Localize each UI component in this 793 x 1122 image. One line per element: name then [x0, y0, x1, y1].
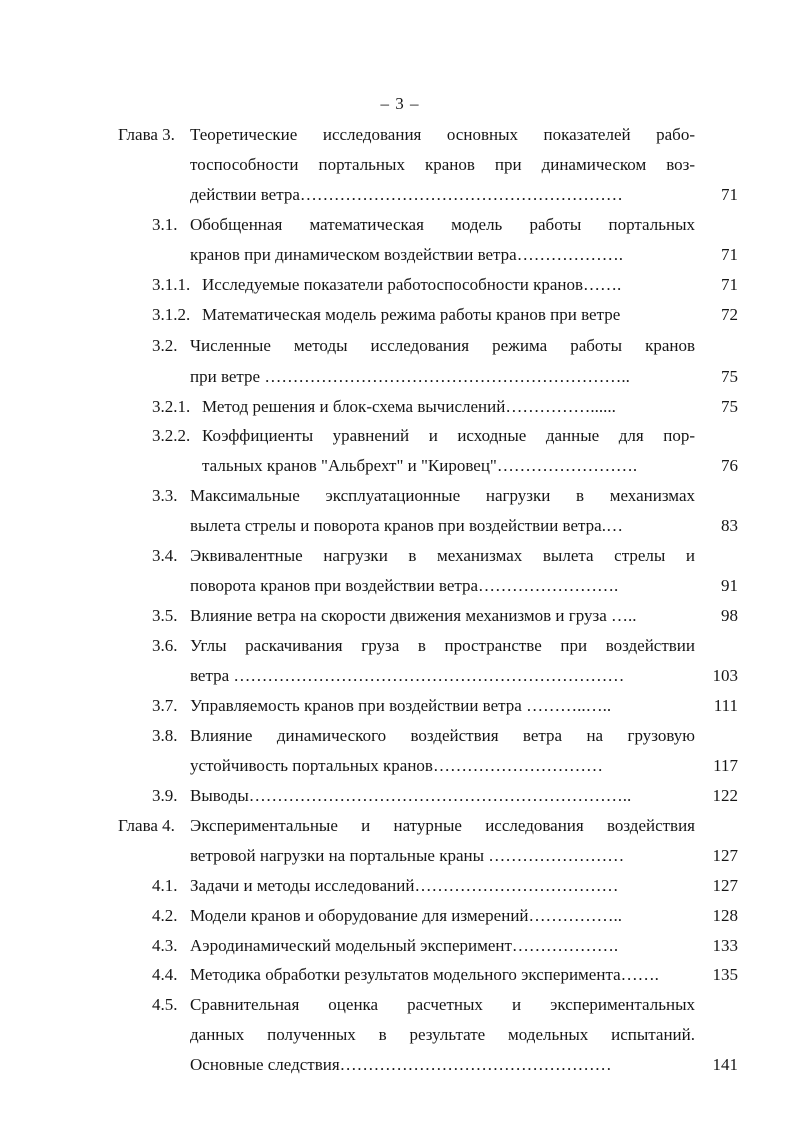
toc-entry-title: устойчивость портальных кранов………………………… — [190, 756, 603, 775]
toc-page-number: 103 — [712, 666, 738, 685]
toc-page-number: 127 — [712, 876, 738, 895]
toc-entry-number: 3.2. — [152, 336, 178, 355]
toc-entry-title: Сравнительная оценка расчетных и экспериментальных — [190, 995, 695, 1014]
toc-page-number: 117 — [713, 756, 738, 775]
toc-page-number: 71 — [721, 275, 738, 294]
toc-page-number: 127 — [712, 846, 738, 865]
toc-entry-title: ветровой нагрузки на портальные краны …………………… — [190, 846, 625, 865]
toc-entry-title: Теоретические исследования основных показателей рабо- — [190, 125, 695, 144]
toc-entry-title: Основные следствия………………………………………… — [190, 1055, 612, 1074]
toc-entry-title: Эквивалентные нагрузки в механизмах вылета стрелы и — [190, 546, 695, 565]
toc-entry-number: 3.6. — [152, 636, 178, 655]
toc-page-number: 71 — [721, 185, 738, 204]
toc-entry-title: Углы раскачивания груза в пространстве при воздействии — [190, 636, 695, 655]
page-number: – 3 – — [380, 94, 420, 113]
toc-page-number: 71 — [721, 245, 738, 264]
toc-page-number: 91 — [721, 576, 738, 595]
toc-entry-title: действии ветра………………………………………………… — [190, 185, 623, 204]
toc-page-number: 122 — [712, 786, 738, 805]
toc-entry-title: Задачи и методы исследований……………………………… — [190, 876, 619, 895]
toc-entry-title: данных полученных в результате модельных испытаний. — [190, 1025, 695, 1044]
toc-page-number: 133 — [712, 936, 738, 955]
toc-entry-number: 3.8. — [152, 726, 178, 745]
toc-entry-title: Влияние динамического воздействия ветра на грузовую — [190, 726, 695, 745]
toc-entry-number: 3.1. — [152, 215, 178, 234]
toc-entry-title: вылета стрелы и поворота кранов при воздействии ветра.… — [190, 516, 623, 535]
toc-entry-number: 3.7. — [152, 696, 178, 715]
toc-entry-title: поворота кранов при воздействии ветра……………………. — [190, 576, 619, 595]
toc-entry-number: Глава 3. — [118, 125, 175, 144]
toc-page-number: 76 — [721, 456, 738, 475]
toc-entry-title: Исследуемые показатели работоспособности кранов……. — [202, 275, 622, 294]
toc-entry-title: Обобщенная математическая модель работы портальных — [190, 215, 695, 234]
toc-entry-title: Аэродинамический модельный эксперимент………………. — [190, 936, 619, 955]
toc-page-number: 75 — [721, 397, 738, 416]
toc-entry-title: кранов при динамическом воздействии ветра………………. — [190, 245, 623, 264]
toc-entry-title: Выводы………………………………………………………….. — [190, 786, 632, 805]
toc-entry-number: Глава 4. — [118, 816, 175, 835]
toc-entry-title: ветра …………………………………………………………… — [190, 666, 625, 685]
toc-entry-title: Модели кранов и оборудование для измерений…………….. — [190, 906, 623, 925]
toc-page-number: 72 — [721, 305, 738, 324]
toc-entry-number: 3.2.2. — [152, 426, 191, 445]
toc-entry-number: 3.3. — [152, 486, 178, 505]
toc-entry-title: Математическая модель режима работы кранов при ветре — [202, 305, 621, 324]
toc-entry-title: Экспериментальные и натурные исследования воздействия — [190, 816, 695, 835]
toc-entry-title: Численные методы исследования режима работы кранов — [190, 336, 695, 355]
toc-entry-number: 3.4. — [152, 546, 178, 565]
toc-entry-title: Коэффициенты уравнений и исходные данные для пор- — [202, 426, 695, 445]
toc-entry-title: тоспособности портальных кранов при динамическом воз- — [190, 155, 695, 174]
toc-entry-title: Метод решения и блок-схема вычислений……………...... — [202, 397, 616, 416]
toc-page-number: 135 — [712, 965, 738, 984]
toc-page-number: 128 — [712, 906, 738, 925]
toc-entry-number: 3.2.1. — [152, 397, 191, 416]
toc-page-number: 75 — [721, 367, 738, 386]
toc-entry-number: 4.2. — [152, 906, 178, 925]
toc-entry-title: Методика обработки результатов модельного эксперимента……. — [190, 965, 659, 984]
toc-entry-number: 3.9. — [152, 786, 178, 805]
toc-entry-title: Максимальные эксплуатационные нагрузки в механизмах — [190, 486, 695, 505]
toc-entry-title: Управляемость кранов при воздействии ветра ………..….. — [190, 696, 612, 715]
toc-entry-number: 3.1.1. — [152, 275, 191, 294]
toc-entry-number: 4.5. — [152, 995, 178, 1014]
toc-entry-number: 4.3. — [152, 936, 178, 955]
toc-page-number: 98 — [721, 606, 738, 625]
toc-page-number: 83 — [721, 516, 738, 535]
toc-page-number: 141 — [712, 1055, 738, 1074]
toc-entry-number: 3.1.2. — [152, 305, 191, 324]
toc-entry-title: при ветре ……………………………………………………….. — [190, 367, 630, 386]
toc-entry-number: 4.1. — [152, 876, 178, 895]
toc-entry-title: Влияние ветра на скорости движения механизмов и груза ….. — [190, 606, 637, 625]
toc-page-number: 111 — [713, 696, 738, 715]
toc-entry-number: 3.5. — [152, 606, 178, 625]
toc-entry-number: 4.4. — [152, 965, 178, 984]
toc-entry-title: тальных кранов "Альбрехт" и "Кировец"……………………. — [202, 456, 638, 475]
